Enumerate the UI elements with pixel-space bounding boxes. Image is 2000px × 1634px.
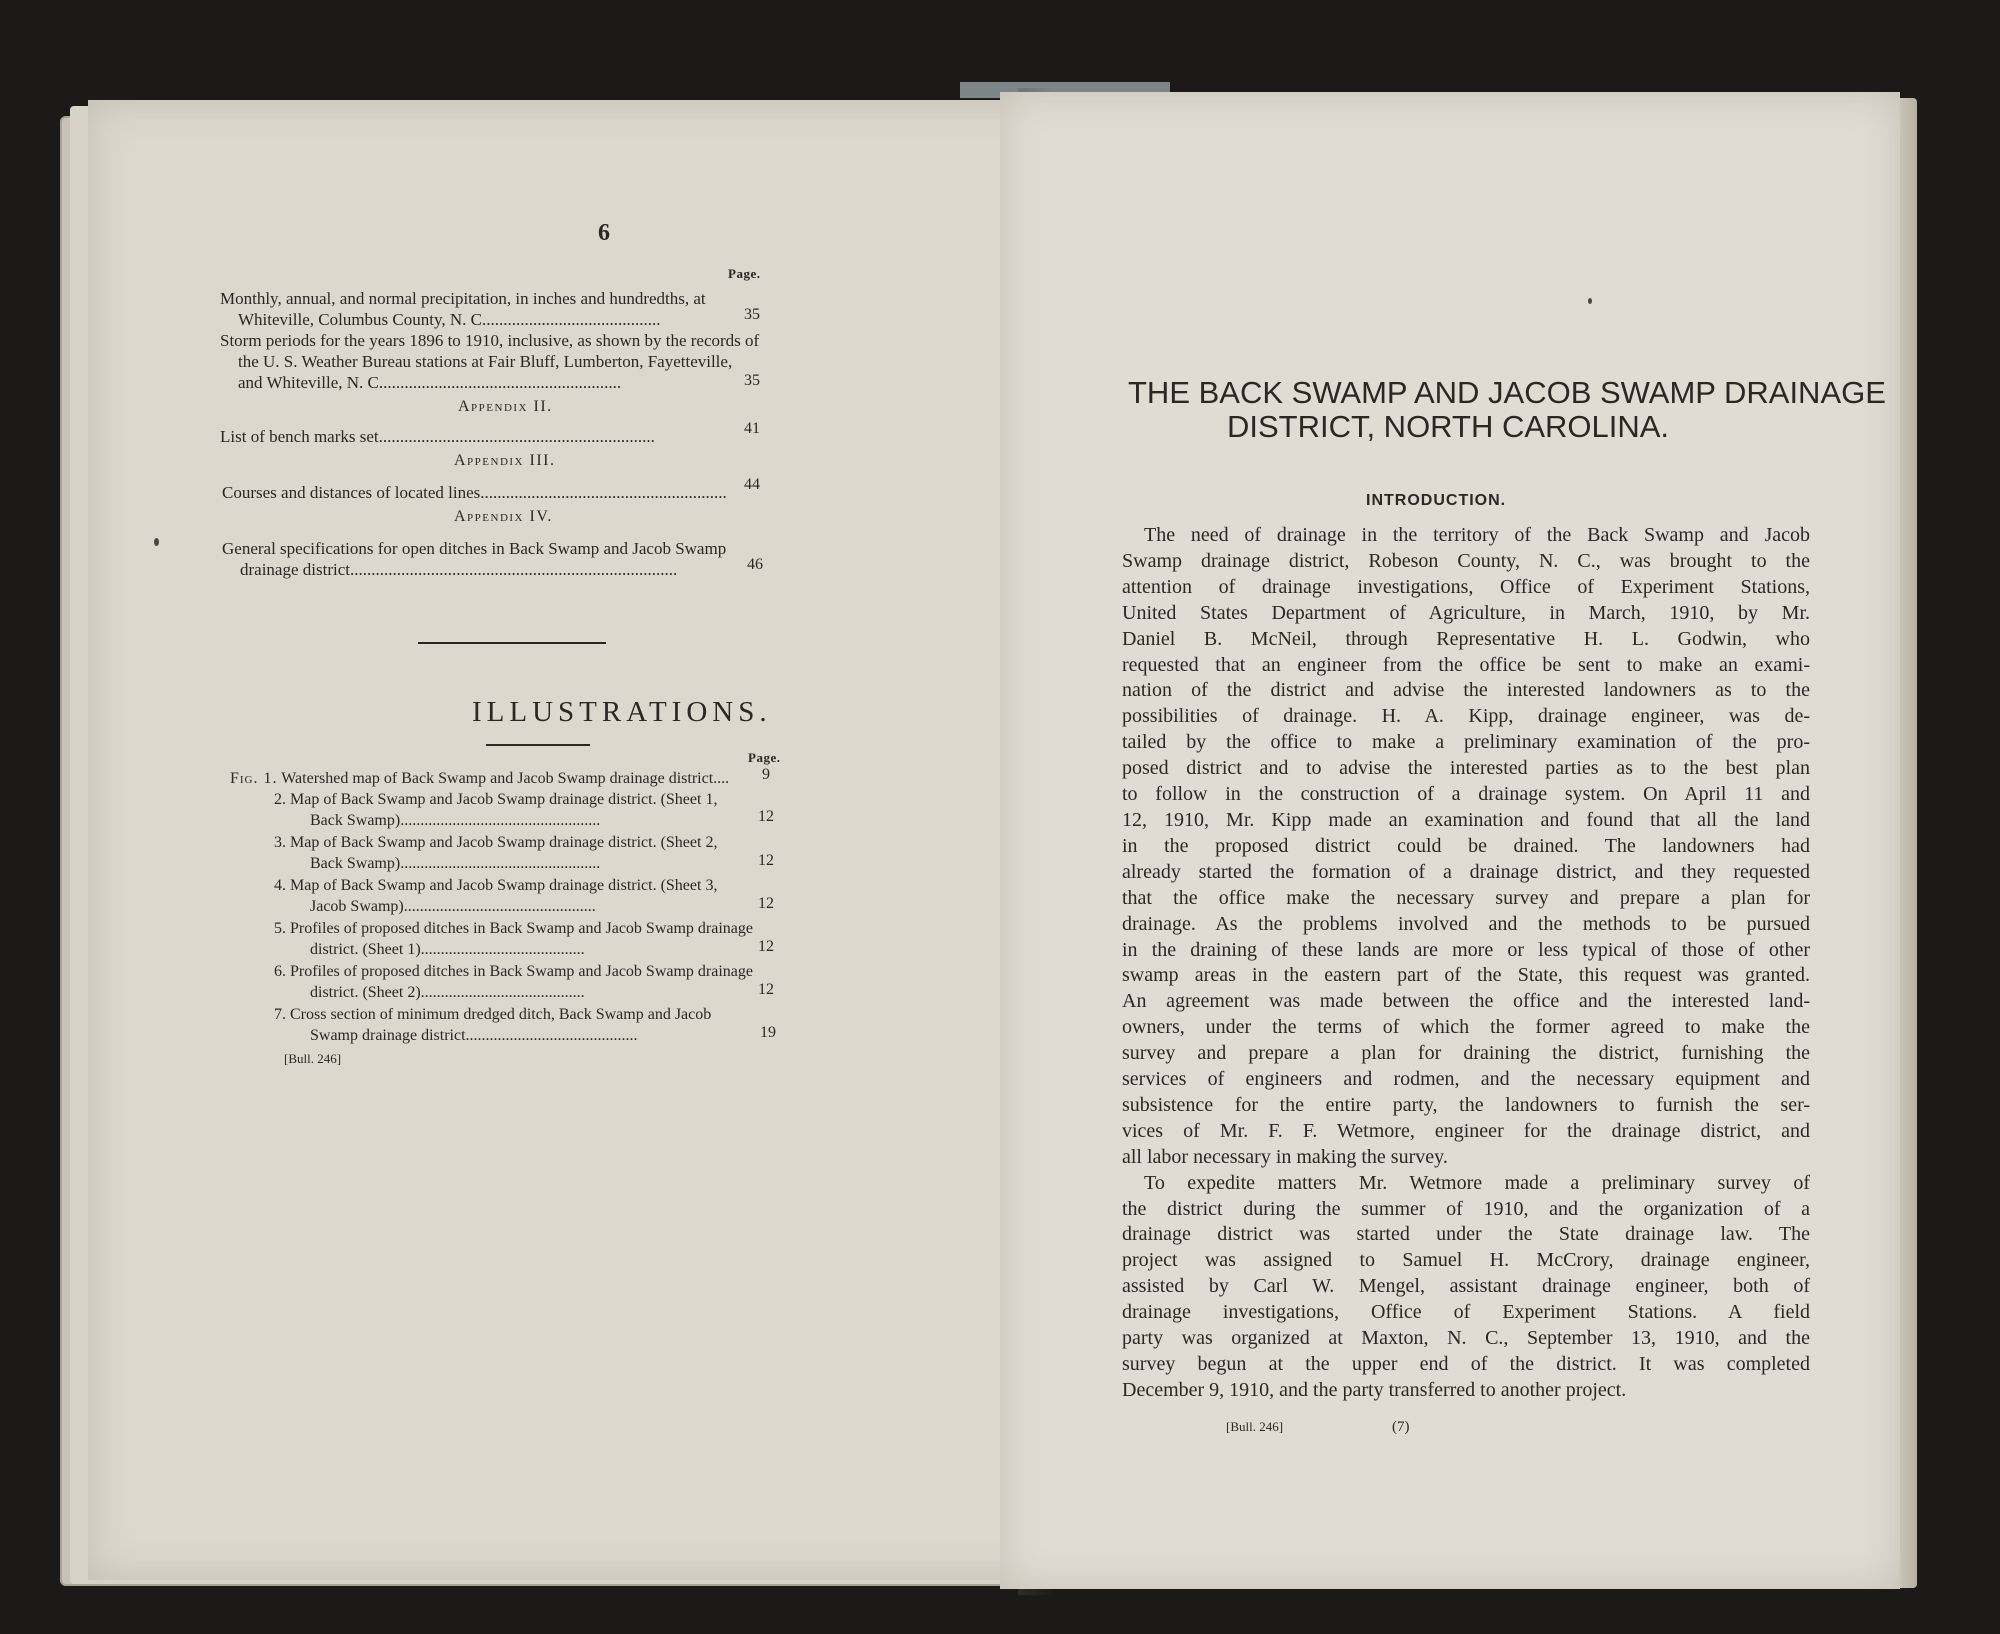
leader-dots: .......................................................... (480, 483, 727, 502)
text-line: services of engineers and rodmen, and the necessary equipment and (1122, 1068, 1810, 1091)
figure-list-item-2 (274, 789, 794, 831)
leader-dots: ................................................................. (378, 427, 655, 446)
contents-entry-bench-marks (220, 426, 860, 447)
open-book (60, 88, 1915, 1595)
figure-label: Fig. 1. (230, 770, 278, 787)
figure-caption: Swamp drainage district (310, 1027, 466, 1044)
entry-line: Whiteville, Columbus County, N. C (238, 310, 482, 329)
appendix-iv-heading: Appendix IV. (454, 508, 553, 525)
figure-label: 6. (274, 963, 286, 980)
text-line: project was assigned to Samuel H. McCrory, drainage engineer, (1122, 1249, 1810, 1272)
figure-caption: district. (Sheet 1) (310, 941, 421, 958)
figure-caption: Back Swamp) (310, 812, 401, 829)
figure-label: 2. (274, 791, 286, 808)
contents-entry-courses (222, 482, 862, 503)
figure-list-item-6 (274, 961, 794, 1003)
contents-entry-precipitation (220, 288, 860, 330)
contents-entry-specifications (222, 538, 862, 580)
figure-page-number: 12 (758, 852, 774, 869)
text-line: requested that an engineer from the office be sent to make an exami- (1122, 653, 1810, 676)
entry-page-number: 46 (747, 556, 763, 573)
chapter-title-line: DISTRICT, NORTH CAROLINA. (1226, 409, 1670, 444)
text-line: to follow in the construction of a drainage system. On April 11 and (1122, 783, 1810, 806)
section-divider (418, 642, 606, 644)
entry-line: Storm periods for the years 1896 to 1910, inclusive, as shown by the records of (220, 331, 760, 350)
appendix-iii-heading: Appendix III. (454, 452, 556, 469)
figure-label: 7. (274, 1006, 286, 1023)
page-number: 6 (598, 220, 610, 246)
text-line: party was organized at Maxton, N. C., September 13, 1910, and the (1122, 1327, 1810, 1350)
figure-caption: Profiles of proposed ditches in Back Swamp and Jacob Swamp drainage (290, 920, 754, 937)
entry-page-number: 44 (744, 476, 760, 493)
section-heading: INTRODUCTION. (1366, 492, 1507, 509)
entry-line: List of bench marks set (220, 427, 379, 446)
text-line: subsistence for the entire party, the landowners to furnish the ser- (1122, 1093, 1810, 1116)
text-line: that the office make the necessary survey and prepare a plan for (1122, 886, 1810, 909)
text-line: Daniel B. McNeil, through Representative H. L. Godwin, who (1122, 627, 1810, 650)
leader-dots: ......................................... (420, 984, 585, 1001)
text-line: survey begun at the upper end of the district. It was completed (1122, 1353, 1810, 1375)
text-line: swamp areas in the eastern part of the State, this request was granted. (1122, 964, 1810, 987)
ink-speck (1588, 298, 1592, 304)
chapter-title-line: THE BACK SWAMP AND JACOB SWAMP DRAINAGE (1128, 375, 1886, 410)
leader-dots: ......................................................... (378, 373, 622, 392)
figure-list-item-1 (230, 768, 790, 789)
leader-dots: .......................................... (481, 310, 661, 329)
text-line: attention of drainage investigations, Office of Experiment Stations, (1122, 575, 1810, 598)
entry-line: drainage district (240, 560, 350, 579)
text-line: December 9, 1910, and the party transferred to another project. (1122, 1378, 1627, 1401)
page-column-header: Page. (728, 266, 761, 281)
figure-caption: Map of Back Swamp and Jacob Swamp drainage district. (Sheet 2, (290, 834, 718, 851)
figure-label: 3. (274, 834, 286, 851)
entry-line: Monthly, annual, and normal precipitation, in inches and hundredths, at (220, 289, 706, 308)
entry-page-number: 35 (744, 306, 760, 323)
leader-dots: ......................................... (420, 941, 585, 958)
text-line: survey and prepare a plan for draining the district, furnishing the (1122, 1042, 1810, 1065)
page-number: (7) (1392, 1419, 1410, 1435)
figure-page-number: 12 (758, 938, 774, 955)
entry-line: General specifications for open ditches in Back Swamp and Jacob Swamp (222, 539, 727, 558)
text-line: United States Department of Agriculture, in March, 1910, by Mr. (1122, 601, 1810, 624)
appendix-ii-heading: Appendix II. (458, 398, 553, 415)
figure-caption: Profiles of proposed ditches in Back Swamp and Jacob Swamp drainage (290, 963, 754, 980)
figure-caption: district. (Sheet 2) (310, 984, 421, 1001)
figure-caption: Cross section of minimum dredged ditch, Back Swamp and Jacob (290, 1006, 712, 1023)
text-line: posed district and to advise the interested parties as to the best plan (1122, 757, 1810, 780)
leader-dots: .................................................. (400, 812, 601, 829)
right-page (1000, 92, 1900, 1589)
text-line: owners, under the terms of which the former agreed to make the (1122, 1016, 1810, 1039)
figure-list-item-4 (274, 875, 794, 917)
figure-page-number: 9 (762, 766, 770, 783)
figure-list-item-5 (274, 918, 794, 960)
text-line: tailed by the office to make a preliminary examination of the pro- (1122, 731, 1810, 754)
illustrations-page-column-header: Page. (748, 750, 781, 765)
text-line: the district during the summer of 1910, and the organization of a (1122, 1197, 1810, 1220)
figure-page-number: 12 (758, 981, 774, 998)
figure-list-item-7 (274, 1004, 814, 1046)
text-line: drainage investigations, Office of Experiment Stations. A field (1122, 1301, 1810, 1324)
text-line: all labor necessary in making the survey. (1122, 1145, 1448, 1168)
text-line: An agreement was made between the office and the interested land- (1122, 990, 1810, 1013)
leader-dots: ........................................... (465, 1027, 638, 1044)
ink-speck (154, 538, 159, 546)
figure-list-item-3 (274, 832, 794, 874)
entry-line: the U. S. Weather Bureau stations at Fair Bluff, Lumberton, Fayetteville, (238, 352, 733, 371)
introduction-text (1122, 523, 1810, 1404)
figure-caption: Map of Back Swamp and Jacob Swamp drainage district. (Sheet 3, (290, 877, 718, 894)
contents-entry-storm-periods (220, 330, 860, 393)
chapter-title (1128, 375, 1886, 444)
entry-line: and Whiteville, N. C (238, 373, 379, 392)
figure-caption: Jacob Swamp) (310, 898, 404, 915)
bulletin-footer: [Bull. 246] (284, 1051, 342, 1066)
illustrations-heading: ILLUSTRATIONS. (472, 696, 772, 728)
left-page (88, 100, 1063, 1580)
text-line: Swamp drainage district, Robeson County, N. C., was brought to the (1122, 549, 1810, 572)
text-line: nation of the district and advise the interested landowners as to the (1122, 679, 1810, 702)
text-line: already started the formation of a drainage district, and they requested (1122, 860, 1810, 883)
text-line: The need of drainage in the territory of the Back Swamp and Jacob (1144, 524, 1810, 546)
figure-caption: Watershed map of Back Swamp and Jacob Swamp drainage district.... (281, 770, 730, 787)
entry-page-number: 35 (744, 372, 760, 389)
figure-page-number: 12 (758, 895, 774, 912)
text-line: possibilities of drainage. H. A. Kipp, drainage engineer, was de- (1122, 705, 1810, 728)
figure-page-number: 19 (760, 1024, 776, 1041)
figure-label: 5. (274, 920, 286, 937)
heading-underline (486, 744, 590, 746)
bulletin-footer: [Bull. 246] (1226, 1419, 1284, 1434)
text-line: in the proposed district could be drained. The landowners had (1122, 834, 1810, 857)
entry-page-number: 41 (744, 420, 760, 437)
text-line: assisted by Carl W. Mengel, assistant drainage engineer, both of (1122, 1275, 1810, 1298)
figure-page-number: 12 (758, 808, 774, 825)
entry-line: Courses and distances of located lines (222, 483, 481, 502)
text-line: drainage district was started under the State drainage law. The (1122, 1223, 1810, 1246)
text-line: in the draining of these lands are more or less typical of those of other (1122, 938, 1810, 961)
figure-label: 4. (274, 877, 286, 894)
leader-dots: ............................................................................. (350, 560, 678, 579)
leader-dots: ................................................ (403, 898, 596, 915)
text-line: To expedite matters Mr. Wetmore made a preliminary survey of (1144, 1171, 1810, 1194)
text-line: 12, 1910, Mr. Kipp made an examination and found that all the land (1122, 808, 1810, 831)
figure-caption: Back Swamp) (310, 855, 401, 872)
text-line: vices of Mr. F. F. Wetmore, engineer for the drainage district, and (1122, 1119, 1810, 1142)
leader-dots: .................................................. (400, 855, 601, 872)
text-line: drainage. As the problems involved and the methods to be pursued (1122, 912, 1810, 935)
figure-caption: Map of Back Swamp and Jacob Swamp drainage district. (Sheet 1, (290, 791, 718, 808)
